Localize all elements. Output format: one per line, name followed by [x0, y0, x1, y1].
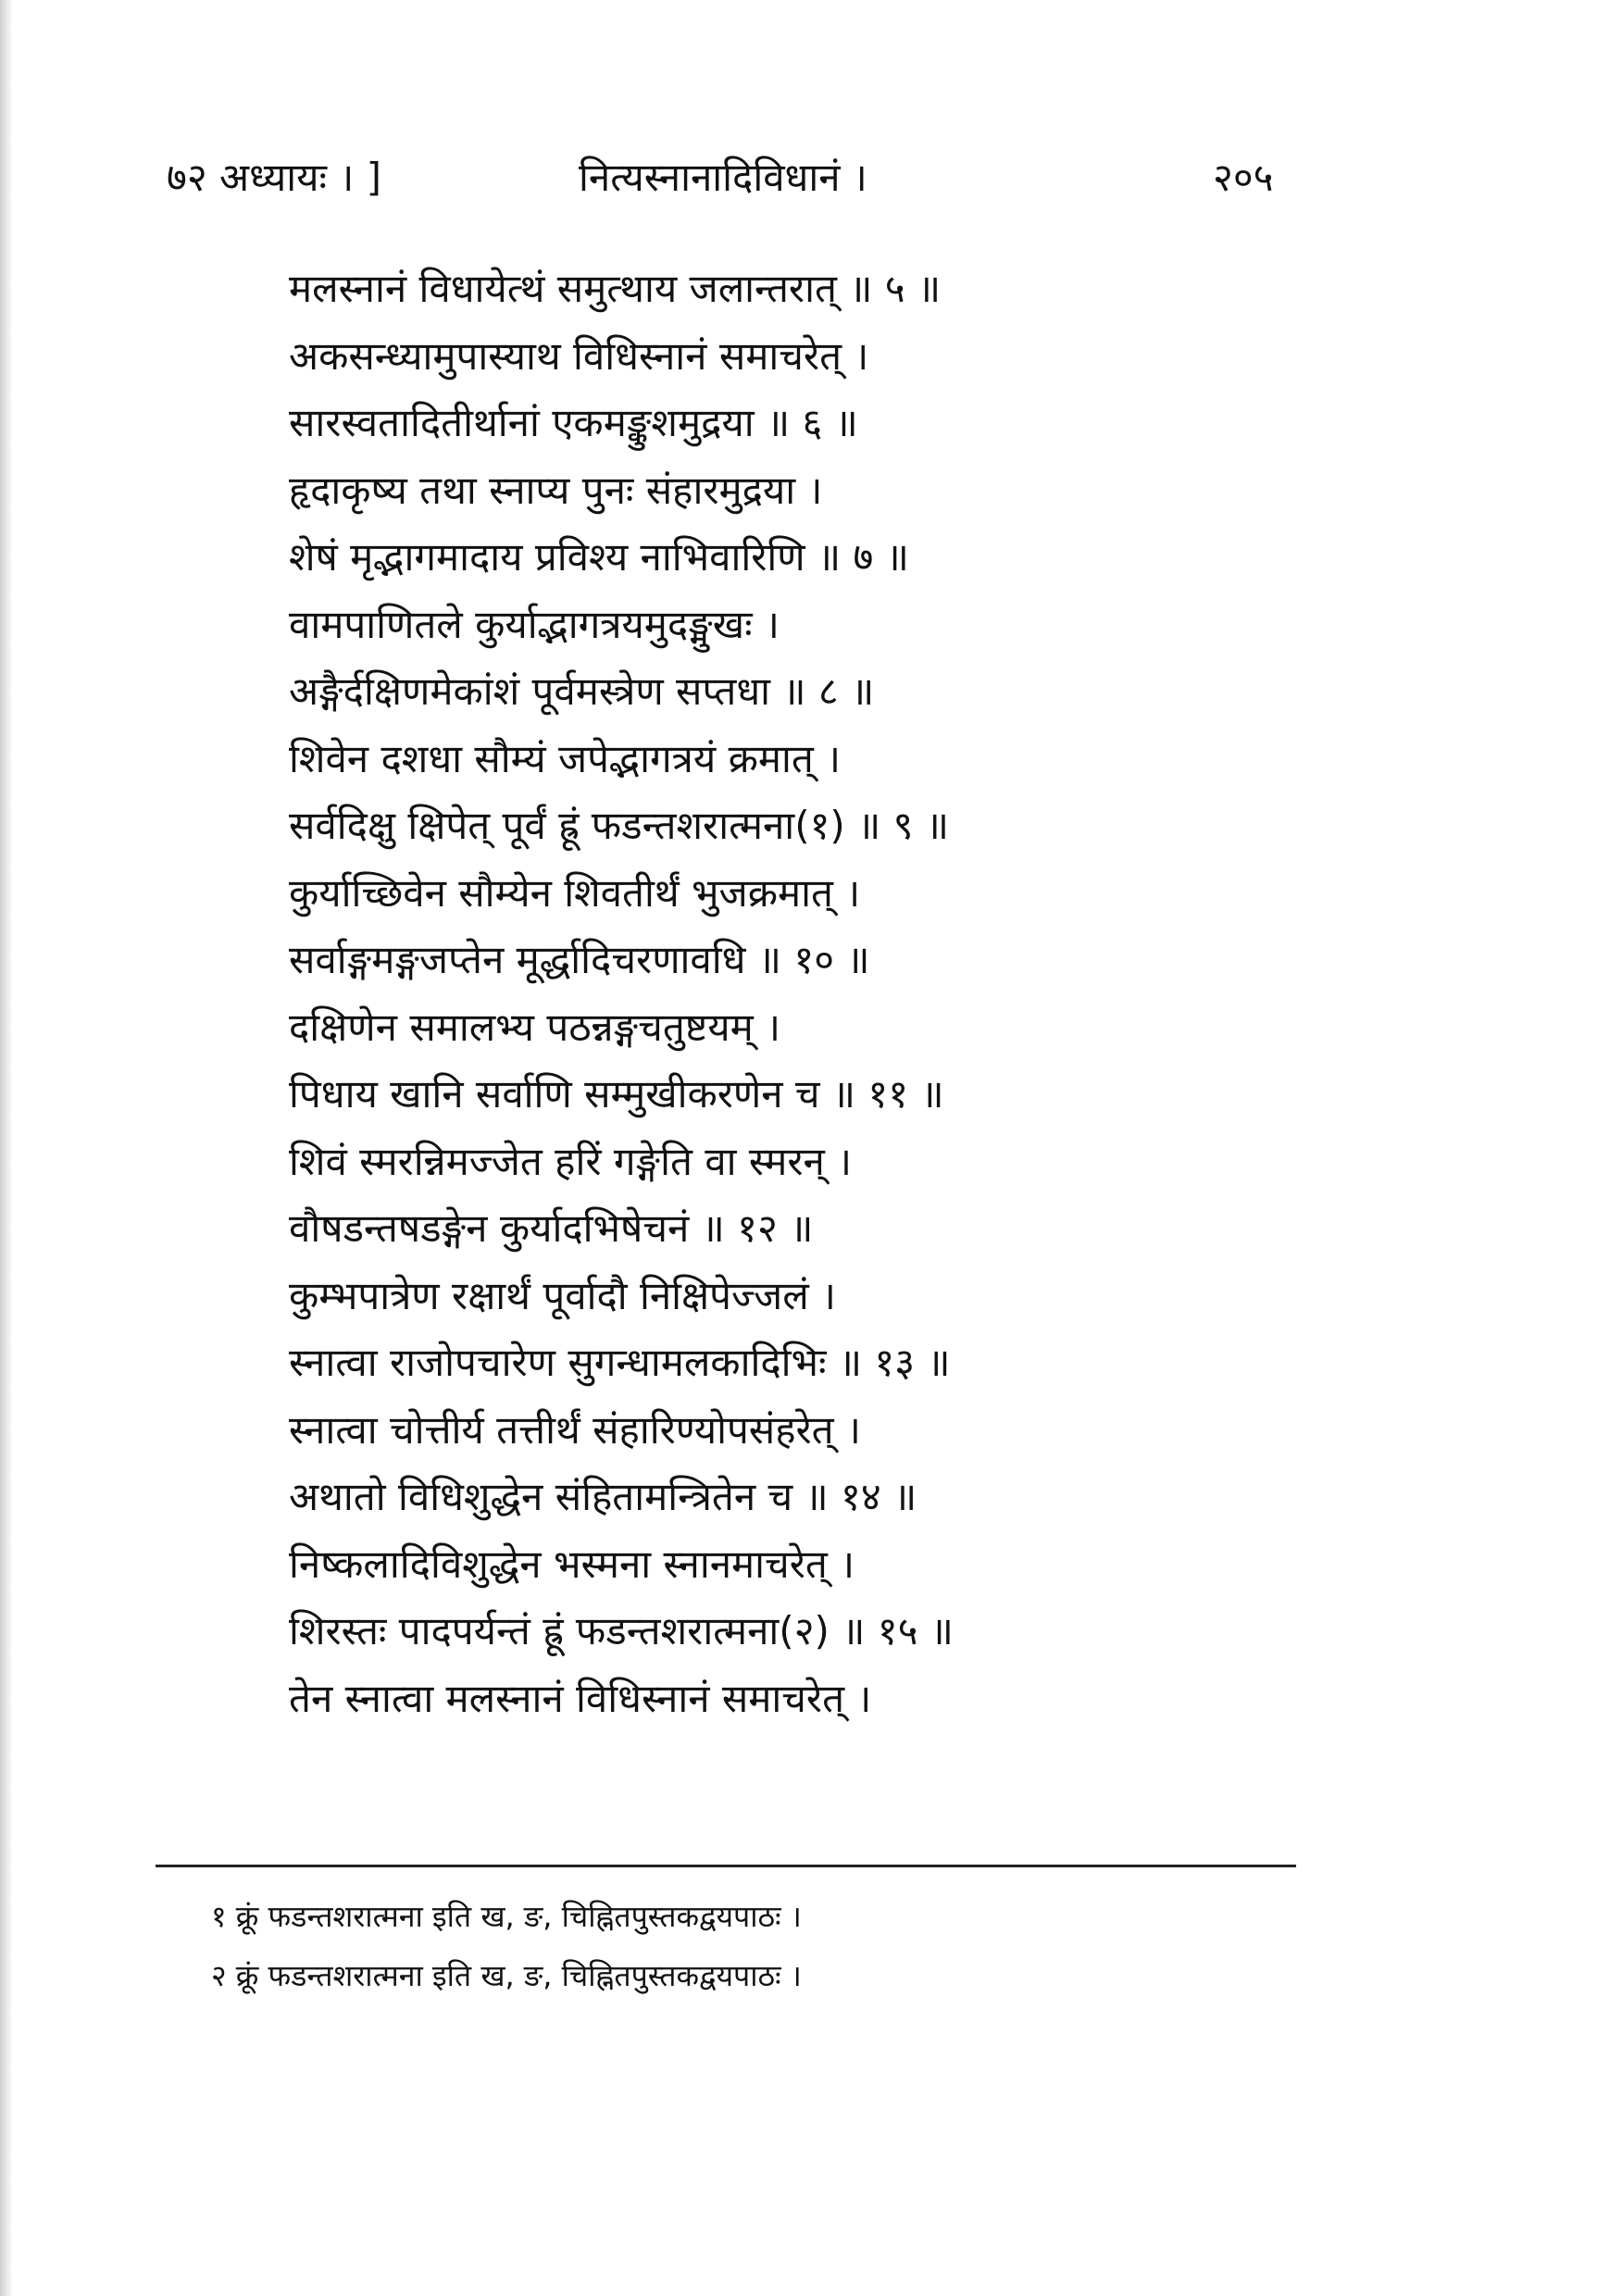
verse-line: स्नात्वा चोत्तीर्य तत्तीर्थं संहारिण्योपसंहरेत् । — [289, 1406, 861, 1453]
verse-line: शेषं मृद्भागमादाय प्रविश्य नाभिवारिणि ॥ ७ ॥ — [289, 534, 909, 580]
verse-line: वामपाणितले कुर्याद्भागत्रयमुदङ्मुखः । — [289, 601, 780, 647]
verse-line: स्नात्वा राजोपचारेण सुगन्धामलकादिभिः ॥ १३ ॥ — [289, 1340, 951, 1385]
verse-line: शिवेन दशधा सौम्यं जपेद्भागत्रयं क्रमात् । — [289, 735, 842, 781]
verse-line: निष्कलादिविशुद्धेन भस्मना स्नानमाचरेत् । — [289, 1541, 855, 1587]
verse-line: अथातो विधिशुद्धेन संहितामन्त्रितेन च ॥ १४ ॥ — [289, 1474, 917, 1519]
running-title: नित्यस्नानादिविधानं । — [579, 155, 867, 200]
verse-line: वौषडन्तषडङ्गेन कुर्यादभिषेचनं ॥ १२ ॥ — [289, 1205, 814, 1251]
footnotes — [211, 1890, 802, 2009]
footnote-2: २ क्रूं फडन्तशरात्मना इति ख, ङ, चिह्नितपुस्तकद्वयपाठः । — [211, 1958, 802, 1993]
verse-line: कुम्भपात्रेण रक्षार्थं पूर्वादौ निक्षिपेज्जलं । — [289, 1272, 836, 1318]
verse-line: मलस्नानं विधायेत्थं समुत्थाय जलान्तरात् ॥ ५ ॥ — [289, 266, 942, 311]
verse-line: दक्षिणेन समालभ्य पठन्नङ्गचतुष्टयम् । — [289, 1004, 781, 1050]
verse-line: शिरस्तः पादपर्यन्तं ह्रूं फडन्तशरात्मना(२) ॥ १५ ॥ — [289, 1608, 954, 1653]
verse-line: सर्वदिक्षु क्षिपेत् पूर्वं ह्रूं फडन्तशरात्मना(१) ॥ ९ ॥ — [289, 803, 950, 848]
verse-line: हृदाकृष्य तथा स्नाप्य पुनः संहारमुद्रया । — [289, 467, 823, 513]
footnote-rule — [156, 1865, 1296, 1867]
verse-line: पिधाय खानि सर्वाणि सम्मुखीकरणेन च ॥ ११ ॥ — [289, 1071, 944, 1117]
verse-line: कुर्याच्छिवेन सौम्येन शिवतीर्थं भुजक्रमात् । — [289, 869, 861, 916]
verse-line: तेन स्नात्वा मलस्नानं विधिस्नानं समाचरेत् । — [289, 1675, 872, 1721]
chapter-label: ७२ अध्यायः । ] — [167, 155, 381, 200]
verse-block — [289, 261, 1215, 1738]
verse-line: सर्वाङ्गमङ्गजप्तेन मूर्द्धादिचरणावधि ॥ १० ॥ — [289, 937, 870, 982]
verse-line: शिवं स्मरन्निमज्जेत हरिं गङ्गेति वा स्मरन् । — [289, 1138, 853, 1184]
page-number: २०५ — [1213, 155, 1274, 200]
verse-line: सारस्वतादितीर्थानां एकमङ्कुशमुद्रया ॥ ६ ॥ — [289, 400, 858, 445]
binding-edge-shadow — [0, 0, 13, 2296]
footnote-1: १ क्रूं फडन्तशरात्मना इति ख, ङ, चिह्नितपुस्तकद्वयपाठः । — [211, 1899, 802, 1934]
running-header — [0, 150, 1622, 206]
verse-line: अङ्गैर्दक्षिणमेकांशं पूर्वमस्त्रेण सप्तधा ॥ ८ ॥ — [289, 668, 875, 714]
verse-line: अकसन्ध्यामुपास्याथ विधिस्नानं समाचरेत् । — [289, 332, 869, 379]
